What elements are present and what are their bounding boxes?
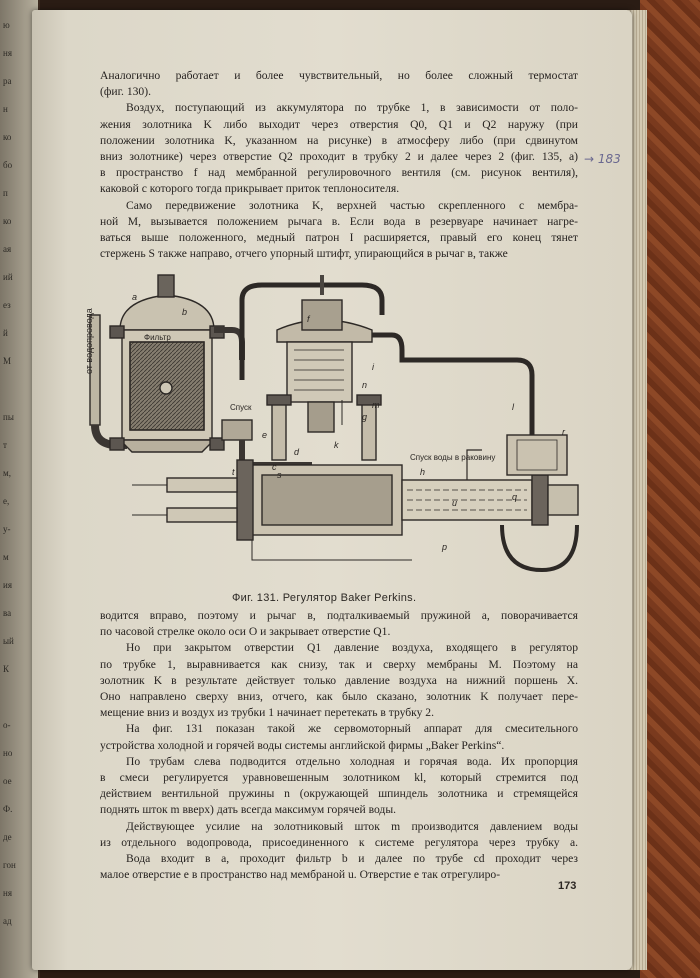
previous-page-fragment: й (3, 328, 8, 338)
figure-letter-label: c (272, 462, 277, 472)
previous-page-fragment: но (3, 748, 13, 758)
previous-page-fragment: у- (3, 524, 11, 534)
figure-letter-label: q (512, 492, 518, 502)
previous-page-fragment: п (3, 188, 8, 198)
previous-page-fragment: ий (3, 272, 13, 282)
previous-page-fragment: т (3, 440, 7, 450)
figure-letter-label: k (334, 440, 339, 450)
handwritten-margin-note: → 183 (584, 152, 621, 166)
figure-letter-label: h (420, 467, 426, 477)
text-line: в смеси регулируется уравновешенным золотником kl, который стремится под (100, 771, 578, 784)
label-drain-right: Спуск воды в раковину (410, 453, 496, 462)
label-drain-left: Спуск (230, 403, 252, 412)
text-line: стержень S также направо, отчего упорный штифт, упирающийся в рычаг в, также (100, 247, 508, 261)
previous-page-fragment: пы (3, 412, 14, 422)
text-line: Аналогично работает и более чувствительный, но более сложный термостат (100, 69, 578, 82)
figure-letter-label: g (362, 412, 368, 422)
previous-page-fragment: К (3, 664, 10, 674)
figure-letter-label: t (232, 467, 235, 477)
book-page (32, 10, 632, 970)
text-line: (фиг. 130). (100, 85, 151, 99)
figure-letter-label: i (372, 362, 374, 372)
previous-page-fragment: ко (3, 132, 12, 142)
figure-letter-label: b (182, 307, 188, 317)
text-line: мещение вниз и воздух из трубки 1 начинает перетекать в трубку 2. (100, 706, 435, 720)
text-line: малое отверстие e в пространство над мембраной u. Отверстие e так отрегулиро- (100, 868, 501, 882)
text-line: Воздух, поступающий из аккумулятора по трубке 1, в зависимости от поло- (126, 101, 578, 115)
previous-page-fragment: ез (3, 300, 11, 310)
previous-page-fragment: ва (3, 608, 12, 618)
previous-page-fragment: ия (3, 580, 12, 590)
previous-page-fragment: н (3, 104, 8, 114)
previous-page-fragment: м, (3, 468, 11, 478)
previous-page-fragment: о- (3, 720, 11, 730)
text-line: водится вправо, поэтому и рычаг в, подталкиваемый пружиной a, поворачивается (100, 609, 578, 622)
text-line: Но при закрытом отверстии Q1 давление воздуха, входящего в регулятор (126, 641, 578, 655)
text-line: жения золотника K либо выходит через отверстия Q0, Q1 и Q2 наружу (при (100, 117, 578, 131)
previous-page-fragment: М (3, 356, 12, 366)
figure-letter-label: r (562, 427, 565, 437)
text-line: вниз золотнике) через отверстие Q2 проходит в трубку 2 и далее через 2 (фиг. 135, a) (100, 150, 578, 163)
figure-letter-label: u (452, 498, 458, 508)
figure-letter-label: d (294, 447, 300, 457)
previous-page-fragment: м (3, 552, 9, 562)
text-line: ваться выше положенного, медный патрон I расширяется, правый его конец тянет (100, 231, 578, 244)
previous-page-fragment: ра (3, 76, 12, 86)
figure-letter-label: m (372, 400, 380, 410)
previous-page-fragment: бо (3, 160, 13, 170)
text-line: Вода входит в a, проходит фильтр b и далее по трубе cd проходит через (126, 852, 578, 865)
previous-page-fragment: ня (3, 48, 12, 58)
text-line: По трубам слева подводится отдельно холодная и горячая вода. Их пропорция (126, 754, 578, 768)
text-line: Оно направлено сверху вниз, отчего, как было сказано, золотник K получает пере- (100, 690, 578, 703)
previous-page-fragment: ый (3, 636, 14, 646)
figure-caption: Фиг. 131. Регулятор Baker Perkins. (232, 592, 417, 604)
page-number: 173 (558, 880, 577, 892)
text-line: поднять шток m вверх) дать всегда максимум горячей воды. (100, 803, 397, 817)
text-line: ной M, вызывается положением рычага в. Если вода в резервуаре начинает нагре- (100, 214, 578, 228)
figure-letter-label: n (362, 380, 368, 390)
text-line: положении золотника K, указанном на рисунке) в атмосферу либо (при сдвинутом (100, 133, 578, 147)
text-line: устройства холодной и горячей воды системы английской фирмы „Baker Perkins“. (100, 738, 505, 752)
text-line: Действующее усилие на золотниковый шток m производится давлением воды (126, 819, 578, 833)
diaphragm-valve (277, 300, 372, 432)
previous-page-fragment: ая (3, 244, 12, 254)
text-line: золотник K в результате действует только давление воздуха на нижний поршень X. (100, 673, 578, 687)
figure-letter-label: p (442, 542, 448, 552)
text-line: по трубке 1, выравнивается как снизу, так и сверху мембраны M. Поэтому на (100, 657, 578, 671)
figure-letter-label: e (262, 430, 268, 440)
figure-letter-label: f (307, 314, 310, 324)
previous-page-fragment: ня (3, 888, 12, 898)
previous-page-fragment: гон (3, 860, 16, 870)
text-line: по часовой стрелке около оси O и закрывает отверстие Q1. (100, 625, 391, 639)
regulator-figure (72, 260, 592, 585)
text-line: в пространство f над мембранной регулировочного вентиля (см. рисунок вентиля), (100, 166, 578, 180)
label-filter: Фильтр (144, 333, 171, 342)
previous-page-fragment: Ф. (3, 804, 13, 814)
previous-page-fragment: ое (3, 776, 12, 786)
text-line: Само передвижение золотника K, верхней частью скрепленного с мембра- (126, 198, 578, 212)
text-line: На фиг. 131 показан такой же сервомоторный аппарат для смесительного (126, 722, 578, 736)
previous-page-fragment: ад (3, 916, 12, 926)
text-line: каковой с которого тогда прикрывает приток теплоносителя. (100, 182, 400, 196)
figure-letter-label: s (277, 470, 282, 480)
leather-cover (640, 0, 700, 978)
previous-page-fragment: е, (3, 496, 10, 506)
label-water-supply: от водопровода (84, 308, 94, 374)
previous-page-fragment: ю (3, 20, 10, 30)
filter-vessel (110, 275, 224, 452)
previous-page-fragment: де (3, 832, 12, 842)
figure-letter-label: a (132, 292, 138, 302)
figure-letter-label: l (512, 402, 514, 412)
previous-page-fragment: ко (3, 216, 12, 226)
text-line: из отдельного водопровода, присоединенного к системе регулятора через трубку a. (100, 835, 578, 849)
text-line: действием вентильной пружины n (окружающей шпиндель золотника и стремящейся (100, 787, 578, 801)
